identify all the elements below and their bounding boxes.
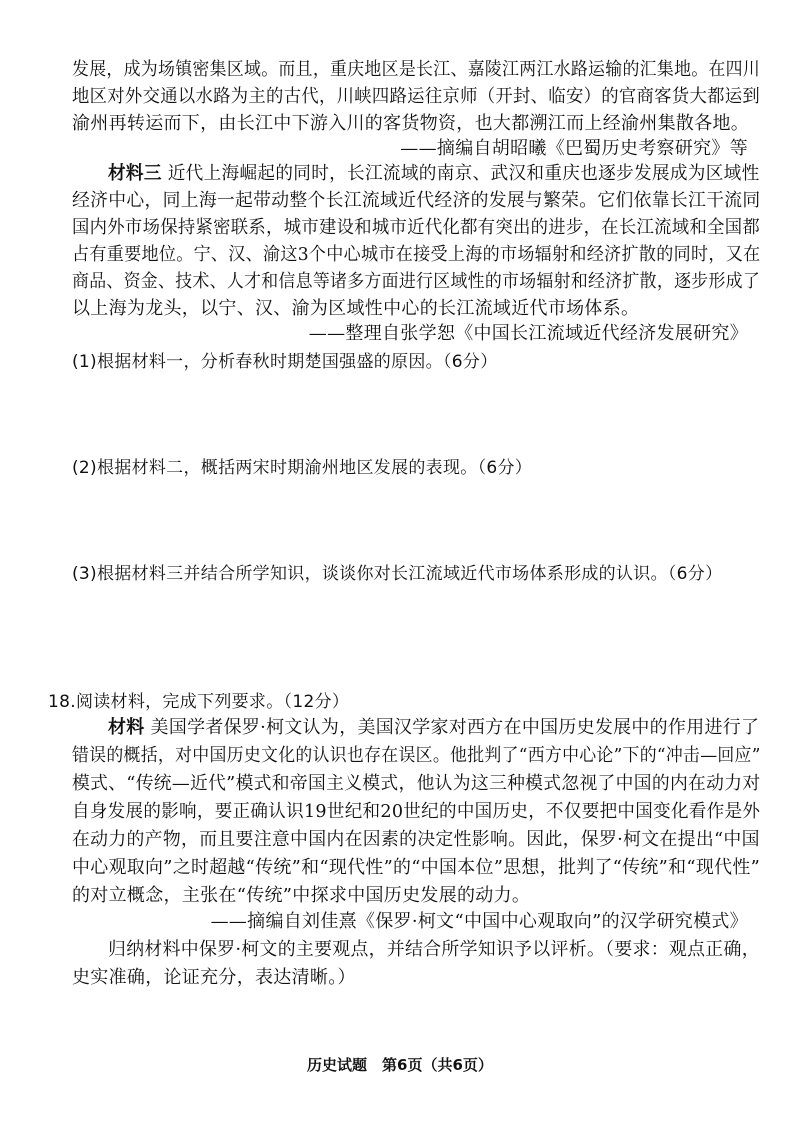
q18-material-first-text: 美国学者保罗·柯文认为，美国汉学家对西方在中国历史发展中的作用进行了 — [150, 717, 760, 738]
q18-material-line-3: 模式、“传统—近代”模式和帝国主义模式，他认为这三种模式忽视了中国的内在动力对 — [72, 773, 761, 794]
material3-line-6: 以上海为龙头，以宁、汉、渝为区域性中心的长江流域近代市场体系。 — [72, 298, 640, 319]
material2-line-2: 地区对外交通以水路为主的古代，川峡四路运往京师（开封、临安）的官商客货大都运到 — [72, 86, 761, 107]
question-18-heading-text: 阅读材料，完成下列要求。（12分） — [75, 692, 350, 712]
q18-task-line-1: 归纳材料中保罗·柯文的主要观点，并结合所学知识予以评析。（要求：观点正确， — [108, 939, 760, 960]
material3-source: ——整理自张学恕《中国长江流域近代经济发展研究》 — [308, 323, 748, 344]
q18-material-line-5: 在动力的产物，而且要注意中国内在因素的决定性影响。因此，保罗·柯文在提出“中国 — [72, 829, 760, 850]
q18-task-line-2: 史实准确，论证充分，表达清晰。） — [72, 967, 356, 988]
material3-line-4: 占有重要地位。宁、汉、渝这3个中心城市在接受上海的市场辐射和经济扩散的同时，又在 — [72, 244, 761, 265]
q18-material-line-6: 中心观取向”之时超越“传统”和“现代性”的“中国本位”思想，批判了“传统”和“现代性” — [72, 857, 761, 878]
material2-line-3: 渝州再转运而下，由长江中下游入川的客货物资，也大都溯江而上经渝州集散各地。 — [72, 113, 750, 134]
material3-label: 材料三 — [108, 163, 162, 184]
q18-material-first-line — [108, 716, 759, 740]
q18-material-line-4: 自身发展的影响，要正确认识19世纪和20世纪的中国历史，不仅要把中国变化看作是外 — [72, 801, 761, 822]
material3-first-line — [108, 162, 760, 186]
question-18-number: 18. — [48, 692, 76, 712]
q18-material-line-2: 错误的概括，对中国历史文化的认识也存在误区。他批判了“西方中心论”下的“冲击—回应” — [72, 745, 761, 766]
material3-line-2: 经济中心，同上海一起带动整个长江流域近代经济的发展与繁荣。它们依靠长江干流同 — [72, 190, 761, 211]
q18-source: ——摘编自刘佳熹《保罗·柯文“中国中心观取向”的汉学研究模式》 — [210, 911, 748, 932]
question-1: (1)根据材料一，分析春秋时期楚国强盛的原因。（6分） — [72, 352, 498, 372]
question-18-heading — [48, 690, 349, 714]
material3-line-5: 商品、资金、技术、人才和信息等诸多方面进行区域性的市场辐射和经济扩散，逐步形成了 — [72, 271, 761, 292]
q18-material-line-7: 的对立概念，主张在“传统”中探求中国历史发展的动力。 — [72, 885, 531, 906]
material2-line-1: 发展，成为场镇密集区域。而且，重庆地区是长江、嘉陵江两江水路运输的汇集地。在四川 — [72, 59, 761, 80]
question-3: (3)根据材料三并结合所学知识，谈谈你对长江流域近代市场体系形成的认识。（6分） — [72, 564, 723, 584]
material3-line-3: 国内外市场保持紧密联系，城市建设和城市近代化都有突出的进步，在长江流域和全国都 — [72, 217, 761, 238]
question-2: (2)根据材料二，概括两宋时期渝州地区发展的表现。（6分） — [72, 458, 533, 478]
material2-source: ——摘编自胡昭曦《巴蜀历史考察研究》等 — [400, 138, 748, 159]
q18-material-label: 材料 — [108, 717, 145, 738]
material3-first-text: 近代上海崛起的同时，长江流域的南京、武汉和重庆也逐步发展成为区域性 — [167, 163, 760, 184]
page-footer: 历史试题 第6页（共6页） — [307, 1056, 493, 1074]
